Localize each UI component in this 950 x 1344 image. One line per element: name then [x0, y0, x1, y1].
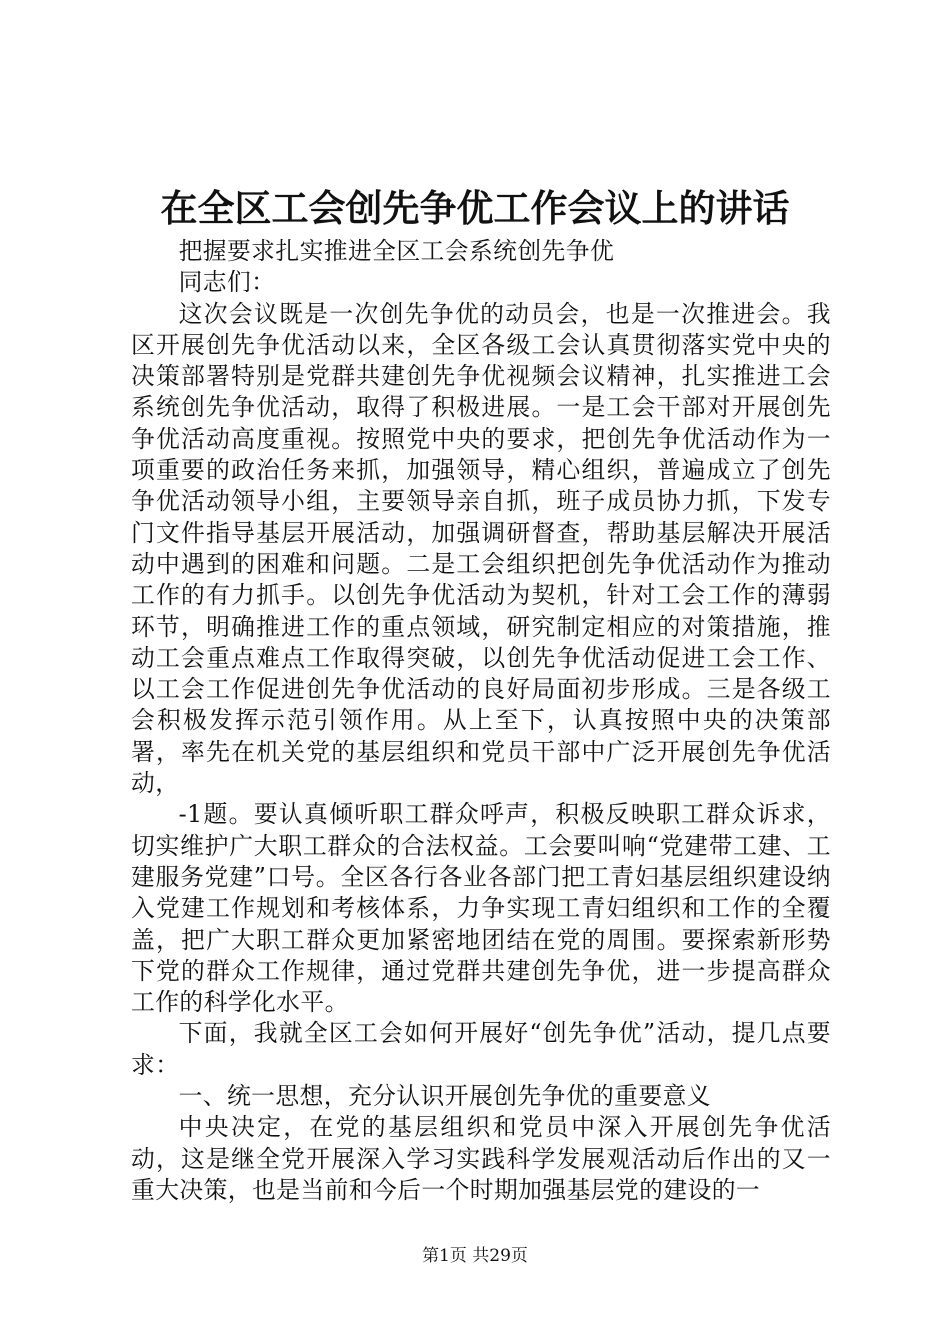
document-body [131, 236, 831, 1206]
document-title: 在全区工会创先争优工作会议上的讲话 [160, 187, 790, 230]
section-heading: 一、统一思想，充分认识开展创先争优的重要意义 [178, 1082, 711, 1111]
body-paragraph: 中央决定，在党的基层组织和党员中深入开展创先争优活动，这是继全党开展深入学习实践科学发展观活动后作出的又一重大决策，也是当前和今后一个时期加强基层党的建设的一 [131, 1113, 831, 1204]
body-paragraph: 这次会议既是一次创先争优的动员会，也是一次推进会。我区开展创先争优活动以来，全区各级工会认真贯彻落实党中央的决策部署特别是党群共建创先争优视频会议精神，扎实推进工会系统创先争优活动，取得了积极进展。一是工会干部对开展创先争优活动高度重视。按照党中央的要求，把创先争优活动作为一项重要的政治任务来抓，加强领导，精心组织，普遍成立了创先争优活动领导小组，主要领导亲自抓，班子成员协力抓，下发专门文件指导基层开展活动，加强调研督查，帮助基层解决开展活动中遇到的困难和问题。二是工会组织把创先争优活动作为推动工作的有力抓手。以创先争优活动为契机，针对工会工作的薄弱环节，明确推进工作的重点领域，研究制定相应的对策措施，推动工会重点难点工作取得突破，以创先争优活动促进工会工作、以工会工作促进创先争优活动的良好局面初步形成。三是各级工会积极发挥示范引领作用。从上至下，认真按照中央的决策部署，率先在机关党的基层组织和党员干部中广泛开展创先争优活动， [131, 299, 831, 798]
body-paragraph: -1题。要认真倾听职工群众呼声，积极反映职工群众诉求，切实维护广大职工群众的合法权益。工会要叫响“党建带工建、工建服务党建”口号。全区各行各业各部门把工青妇基层组织建设纳入党建工作规划和考核体系，力争实现工青妇组织和工作的全覆盖，把广大职工群众更加紧密地团结在党的周围。要探索新形势下党的群众工作规律，通过党群共建创先争优，进一步提高群众工作的科学化水平。 [131, 800, 831, 1017]
subtitle-paragraph: 把握要求扎实推进全区工会系统创先争优 [178, 237, 615, 265]
body-paragraph: 下面，我就全区工会如何开展好“创先争优”活动，提几点要求： [131, 1019, 831, 1079]
page-footer: 第1页 共29页 [422, 1246, 528, 1266]
salutation-paragraph: 同志们： [178, 268, 276, 297]
